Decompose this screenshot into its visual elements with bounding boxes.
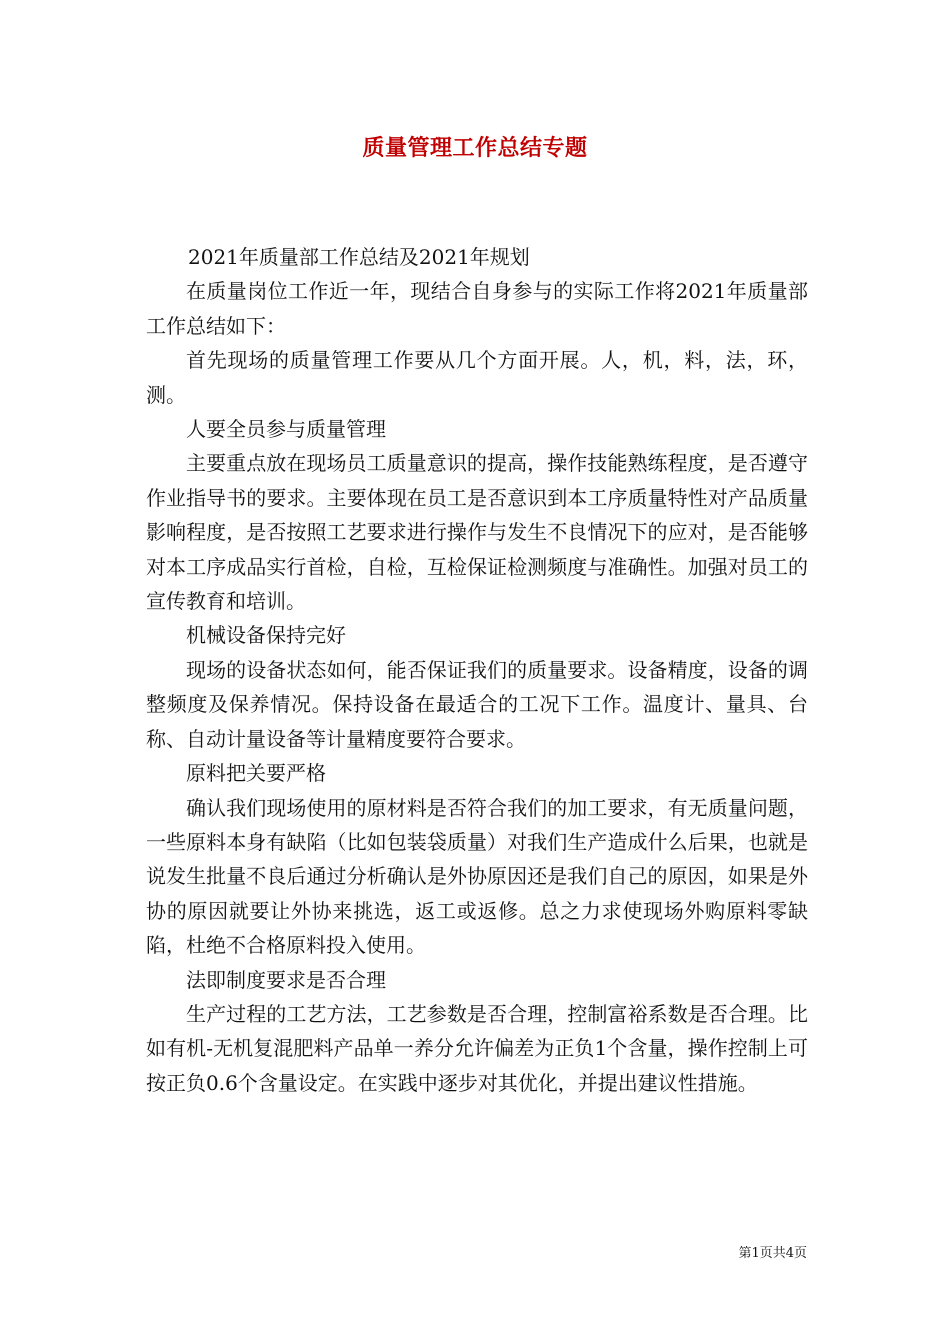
paragraph-method: 生产过程的工艺方法，工艺参数是否合理，控制富裕系数是否合理。比如有机-无机复混肥料产品单一养分允许偏差为正负1个含量，操作控制上可按正负0.6个含量设定。在实践中逐步对其优化，并提出建议性措施。 — [146, 1001, 808, 1095]
section-heading-machine: 机械设备保持完好 — [186, 623, 346, 648]
document-title: 质量管理工作总结专题 — [362, 135, 588, 161]
paragraph-machine: 现场的设备状态如何，能否保证我们的质量要求。设备精度，设备的调整频度及保养情况。保持设备在最适合的工况下工作。温度计、量具、台称、自动计量设备等计量精度要符合要求。 — [146, 657, 808, 751]
section-heading-people: 人要全员参与质量管理 — [186, 417, 386, 442]
document-body — [146, 240, 808, 1100]
paragraph-heading-plan: 2021年质量部工作总结及2021年规划 — [188, 245, 530, 269]
paragraph-overview: 首先现场的质量管理工作要从几个方面开展。人，机，料，法，环，测。 — [146, 348, 808, 407]
section-heading-method: 法即制度要求是否合理 — [186, 967, 386, 992]
page-number-footer: 第1页共4页 — [738, 1246, 807, 1261]
paragraph-intro: 在质量岗位工作近一年，现结合自身参与的实际工作将2021年质量部工作总结如下： — [146, 279, 808, 338]
section-heading-material: 原料把关要严格 — [186, 761, 326, 786]
paragraph-material: 确认我们现场使用的原材料是否符合我们的加工要求，有无质量问题，一些原料本身有缺陷（比如包装袋质量）对我们生产造成什么后果，也就是说发生批量不良后通过分析确认是外协原因还是我们自己的原因，如果是外协的原因就要让外协来挑选，返工或返修。总之力求使现场外购原料零缺陷，杜绝不合格原料投入使用。 — [146, 795, 808, 958]
paragraph-people: 主要重点放在现场员工质量意识的提高，操作技能熟练程度，是否遵守作业指导书的要求。主要体现在员工是否意识到本工序质量特性对产品质量影响程度，是否按照工艺要求进行操作与发生不良情况下的应对，是否能够对本工序成品实行首检，自检，互检保证检测频度与准确性。加强对员工的宣传教育和培训。 — [146, 451, 808, 614]
